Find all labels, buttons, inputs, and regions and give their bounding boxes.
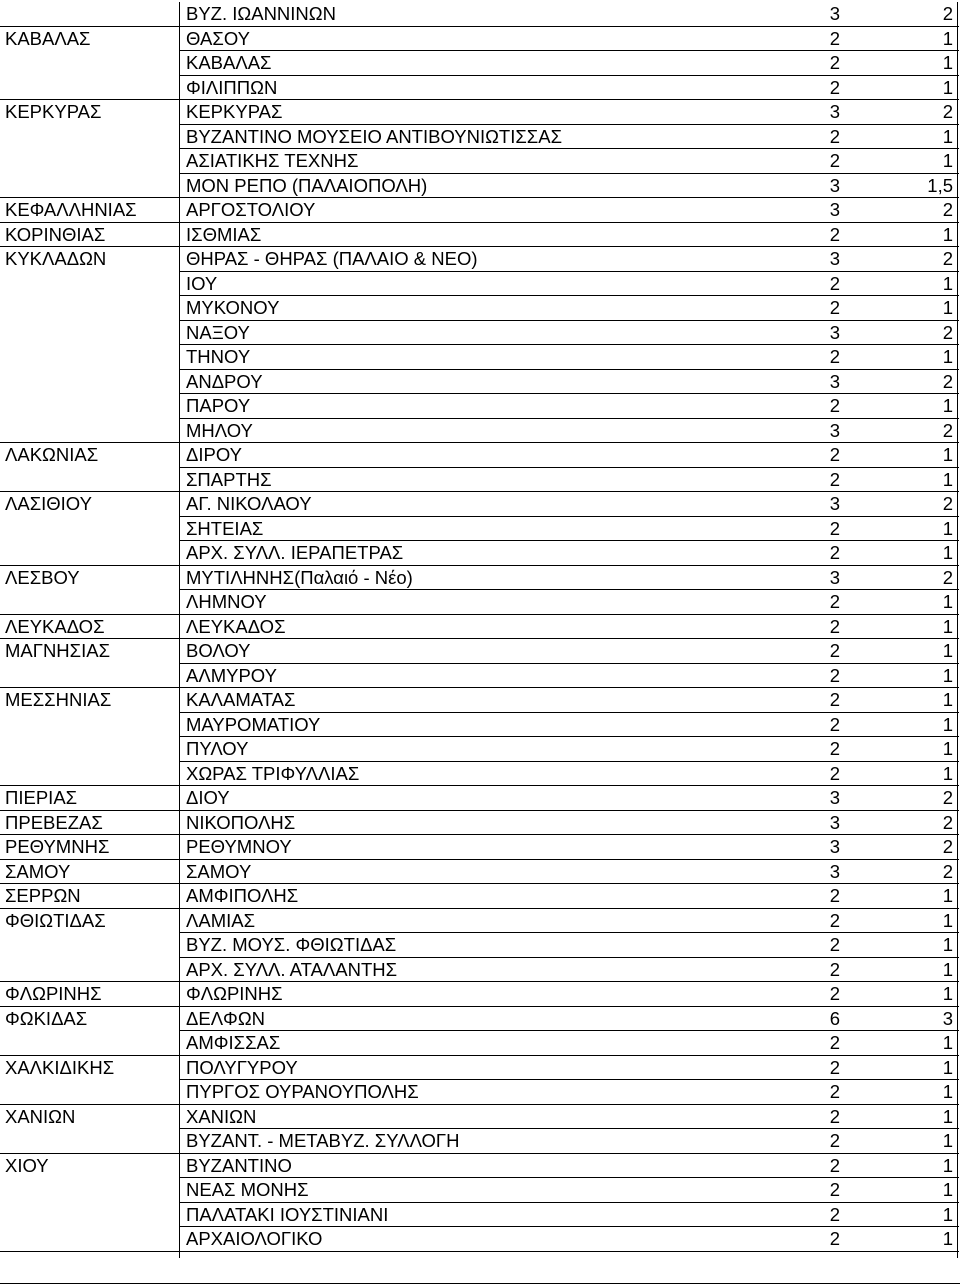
site-cell: ΠΥΛΟΥ xyxy=(186,738,249,759)
table-row xyxy=(0,1080,960,1105)
value-b-cell: 1 xyxy=(942,1105,953,1127)
site-cell: ΘΗΡΑΣ - ΘΗΡΑΣ (ΠΑΛΑΙΟ & ΝΕΟ) xyxy=(186,248,478,269)
site-cell: ΛΗΜΝΟΥ xyxy=(186,591,267,612)
table-row xyxy=(0,125,960,150)
value-a-cell: 2 xyxy=(829,689,840,710)
column-rule-site xyxy=(179,2,180,1258)
value-b-cell: 1 xyxy=(942,346,953,367)
value-a-cell: 2 xyxy=(829,1056,840,1078)
site-cell: ΒΥΖΑΝΤ. - ΜΕΤΑΒΥΖ. ΣΥΛΛΟΓΗ xyxy=(186,1130,460,1151)
table-row xyxy=(0,737,960,762)
region-cell xyxy=(5,541,175,566)
value-b-cell: 2 xyxy=(942,419,953,441)
value-b-cell: 1 xyxy=(942,934,953,955)
site-cell: ΦΙΛΙΠΠΩΝ xyxy=(186,76,278,98)
region-cell: ΡΕΘΥΜΝΗΣ xyxy=(5,836,110,857)
value-b-cell: 1 xyxy=(942,1154,953,1176)
region-cell xyxy=(5,1227,175,1252)
site-cell: ΠΟΛΥΓΥΡΟΥ xyxy=(186,1056,298,1078)
data-table xyxy=(0,2,960,1252)
region-cell: ΠΙΕΡΙΑΣ xyxy=(5,787,78,808)
site-cell: ΑΓ. ΝΙΚΟΛΑΟΥ xyxy=(186,493,312,514)
value-a-cell: 2 xyxy=(829,468,840,490)
table-row xyxy=(0,566,960,591)
value-b-cell: 2 xyxy=(942,248,953,269)
table-row xyxy=(0,517,960,542)
value-a-cell: 2 xyxy=(829,713,840,735)
region-cell: ΜΑΓΝΗΣΙΑΣ xyxy=(5,640,111,661)
value-b-cell: 1 xyxy=(942,713,953,735)
value-b-cell: 1,5 xyxy=(927,174,953,196)
table-row xyxy=(0,884,960,909)
value-a-cell: 2 xyxy=(829,125,840,147)
site-cell: ΒΥΖΑΝΤΙΝΟ xyxy=(186,1154,292,1176)
site-cell: ΑΡΧ. ΣΥΛΛ. ΑΤΑΛΑΝΤΗΣ xyxy=(186,958,398,980)
region-cell xyxy=(5,51,175,76)
table-row xyxy=(0,664,960,689)
table-row xyxy=(0,149,960,174)
site-cell: ΜΥΚΟΝΟΥ xyxy=(186,297,280,318)
table-row xyxy=(0,933,960,958)
region-cell xyxy=(5,590,175,615)
value-b-cell: 1 xyxy=(942,223,953,245)
value-b-cell: 2 xyxy=(942,493,953,514)
site-cell: ΑΡΧ. ΣΥΛΛ. ΙΕΡΑΠΕΤΡΑΣ xyxy=(186,542,404,563)
region-cell xyxy=(5,149,175,174)
value-b-cell: 1 xyxy=(942,76,953,98)
site-cell: ΣΠΑΡΤΗΣ xyxy=(186,468,272,490)
value-a-cell: 2 xyxy=(829,1032,840,1053)
site-cell: ΜΟΝ ΡΕΠΟ (ΠΑΛΑΙΟΠΟΛΗ) xyxy=(186,174,428,196)
region-cell xyxy=(5,394,175,419)
table-row xyxy=(0,321,960,346)
value-a-cell: 3 xyxy=(829,321,840,343)
site-cell: ΑΡΓΟΣΤΟΛΙΟΥ xyxy=(186,199,316,220)
value-b-cell: 2 xyxy=(942,836,953,857)
value-b-cell: 3 xyxy=(942,1007,953,1029)
site-cell: ΔΕΛΦΩΝ xyxy=(186,1007,266,1029)
region-cell: ΚΕΡΚΥΡΑΣ xyxy=(5,101,102,122)
value-a-cell: 2 xyxy=(829,1105,840,1127)
site-cell: ΣΑΜΟΥ xyxy=(186,860,252,882)
region-cell xyxy=(5,713,175,738)
value-b-cell: 1 xyxy=(942,1081,953,1102)
value-b-cell: 1 xyxy=(942,689,953,710)
site-cell: ΜΑΥΡΟΜΑΤΙΟΥ xyxy=(186,713,321,735)
site-cell: ΒΥΖ. ΜΟΥΣ. ΦΘΙΩΤΙΔΑΣ xyxy=(186,934,397,955)
value-b-cell: 2 xyxy=(942,860,953,882)
region-cell xyxy=(5,370,175,395)
table-row xyxy=(0,1154,960,1179)
value-a-cell: 3 xyxy=(829,199,840,220)
table-row xyxy=(0,492,960,517)
value-b-cell: 1 xyxy=(942,52,953,73)
site-cell: ΔΙΟΥ xyxy=(186,787,230,808)
table-row xyxy=(0,615,960,640)
region-cell xyxy=(5,345,175,370)
value-a-cell: 2 xyxy=(829,1203,840,1225)
table-row xyxy=(0,1007,960,1032)
value-a-cell: 3 xyxy=(829,836,840,857)
site-cell: ΑΛΜΥΡΟΥ xyxy=(186,664,277,686)
value-b-cell: 2 xyxy=(942,321,953,343)
table-bottom-rule xyxy=(0,1283,960,1284)
site-cell: ΔΙΡΟΥ xyxy=(186,444,242,465)
region-cell xyxy=(5,958,175,983)
region-cell xyxy=(5,1178,175,1203)
row-divider xyxy=(179,1251,959,1252)
value-b-cell: 1 xyxy=(942,983,953,1004)
table-row xyxy=(0,639,960,664)
site-cell: ΣΗΤΕΙΑΣ xyxy=(186,517,264,539)
region-cell xyxy=(5,737,175,762)
value-a-cell: 3 xyxy=(829,248,840,269)
value-a-cell: 2 xyxy=(829,1154,840,1176)
table-row xyxy=(0,982,960,1007)
site-cell: ΡΕΘΥΜΝΟΥ xyxy=(186,836,292,857)
value-a-cell: 2 xyxy=(829,1081,840,1102)
site-cell: ΛΑΜΙΑΣ xyxy=(186,909,256,931)
table-row xyxy=(0,590,960,615)
value-b-cell: 2 xyxy=(942,370,953,392)
table-row xyxy=(0,272,960,297)
site-cell: ΦΛΩΡΙΝΗΣ xyxy=(186,983,283,1004)
region-cell: ΧΑΝΙΩΝ xyxy=(5,1105,76,1127)
value-b-cell: 1 xyxy=(942,1130,953,1151)
region-cell: ΚΥΚΛΑΔΩΝ xyxy=(5,248,107,269)
region-cell: ΧΙΟΥ xyxy=(5,1154,49,1176)
value-a-cell: 2 xyxy=(829,272,840,294)
table-row xyxy=(0,1105,960,1130)
table-row xyxy=(0,198,960,223)
value-a-cell: 2 xyxy=(829,762,840,784)
table-row xyxy=(0,762,960,787)
value-a-cell: 3 xyxy=(829,419,840,441)
value-a-cell: 3 xyxy=(829,3,840,24)
site-cell: ΒΥΖΑΝΤΙΝΟ ΜΟΥΣΕΙΟ ΑΝΤΙΒΟΥΝΙΩΤΙΣΣΑΣ xyxy=(186,125,563,147)
table-row xyxy=(0,1178,960,1203)
value-b-cell: 1 xyxy=(942,1056,953,1078)
table-row xyxy=(0,1031,960,1056)
region-cell: ΣΕΡΡΩΝ xyxy=(5,885,81,906)
site-cell: ΝΙΚΟΠΟΛΗΣ xyxy=(186,811,296,833)
value-a-cell: 6 xyxy=(829,1007,840,1029)
region-cell xyxy=(5,321,175,346)
value-a-cell: 2 xyxy=(829,542,840,563)
value-b-cell: 1 xyxy=(942,958,953,980)
site-cell: ΤΗΝΟΥ xyxy=(186,346,251,367)
value-a-cell: 2 xyxy=(829,1179,840,1200)
region-cell: ΚΕΦΑΛΛΗΝΙΑΣ xyxy=(5,199,137,220)
table-row xyxy=(0,786,960,811)
region-cell: ΦΘΙΩΤΙΔΑΣ xyxy=(5,909,106,931)
value-a-cell: 2 xyxy=(829,1130,840,1151)
site-cell: ΙΟΥ xyxy=(186,272,218,294)
value-b-cell: 1 xyxy=(942,395,953,416)
value-a-cell: 2 xyxy=(829,909,840,931)
table-row xyxy=(0,419,960,444)
column-rule-right xyxy=(957,2,958,1258)
region-cell xyxy=(5,517,175,542)
value-a-cell: 2 xyxy=(829,223,840,245)
site-cell: ΧΑΝΙΩΝ xyxy=(186,1105,257,1127)
value-b-cell: 1 xyxy=(942,664,953,686)
table-row xyxy=(0,688,960,713)
value-a-cell: 2 xyxy=(829,346,840,367)
value-b-cell: 2 xyxy=(942,566,953,588)
region-cell: ΣΑΜΟΥ xyxy=(5,860,71,882)
site-cell: ΑΜΦΙΣΣΑΣ xyxy=(186,1032,281,1053)
value-a-cell: 3 xyxy=(829,493,840,514)
table-row xyxy=(0,835,960,860)
value-a-cell: 3 xyxy=(829,787,840,808)
value-b-cell: 2 xyxy=(942,199,953,220)
value-b-cell: 1 xyxy=(942,1032,953,1053)
value-a-cell: 3 xyxy=(829,174,840,196)
value-b-cell: 1 xyxy=(942,591,953,612)
site-cell: ΠΑΛΑΤΑΚΙ ΙΟΥΣΤΙΝΙΑΝΙ xyxy=(186,1203,389,1225)
value-a-cell: 2 xyxy=(829,395,840,416)
region-cell xyxy=(5,76,175,101)
site-cell: ΝΕΑΣ ΜΟΝΗΣ xyxy=(186,1179,309,1200)
region-cell xyxy=(5,1080,175,1105)
region-cell xyxy=(5,1129,175,1154)
value-b-cell: 1 xyxy=(942,909,953,931)
value-b-cell: 1 xyxy=(942,542,953,563)
region-cell: ΛΕΣΒΟΥ xyxy=(5,566,80,588)
site-cell: ΛΕΥΚΑΔΟΣ xyxy=(186,615,286,637)
site-cell: ΑΜΦΙΠΟΛΗΣ xyxy=(186,885,299,906)
table-row xyxy=(0,296,960,321)
region-cell: ΦΩΚΙΔΑΣ xyxy=(5,1007,88,1029)
table-row xyxy=(0,76,960,101)
value-b-cell: 1 xyxy=(942,297,953,318)
value-b-cell: 1 xyxy=(942,1228,953,1249)
value-b-cell: 1 xyxy=(942,150,953,171)
region-cell xyxy=(5,2,175,27)
value-b-cell: 1 xyxy=(942,272,953,294)
value-a-cell: 2 xyxy=(829,1228,840,1249)
value-a-cell: 2 xyxy=(829,983,840,1004)
value-b-cell: 1 xyxy=(942,468,953,490)
value-b-cell: 1 xyxy=(942,444,953,465)
value-a-cell: 2 xyxy=(829,27,840,49)
value-b-cell: 1 xyxy=(942,738,953,759)
region-cell: ΜΕΣΣΗΝΙΑΣ xyxy=(5,689,112,710)
region-cell xyxy=(5,762,175,787)
value-a-cell: 2 xyxy=(829,591,840,612)
value-b-cell: 1 xyxy=(942,640,953,661)
value-a-cell: 3 xyxy=(829,860,840,882)
table-row xyxy=(0,860,960,885)
value-a-cell: 2 xyxy=(829,517,840,539)
site-cell: ΜΗΛΟΥ xyxy=(186,419,253,441)
site-cell: ΙΣΘΜΙΑΣ xyxy=(186,223,262,245)
table-row xyxy=(0,2,960,27)
region-cell xyxy=(5,419,175,444)
site-cell: ΜΥΤΙΛΗΝΗΣ(Παλαιό - Νέο) xyxy=(186,566,413,588)
value-a-cell: 2 xyxy=(829,738,840,759)
table-row xyxy=(0,1056,960,1081)
site-cell: ΑΣΙΑΤΙΚΗΣ ΤΕΧΝΗΣ xyxy=(186,150,359,171)
table-row xyxy=(0,394,960,419)
value-a-cell: 2 xyxy=(829,76,840,98)
site-cell: ΘΑΣΟΥ xyxy=(186,27,250,49)
value-b-cell: 1 xyxy=(942,615,953,637)
region-cell xyxy=(5,933,175,958)
table-row xyxy=(0,541,960,566)
value-a-cell: 2 xyxy=(829,444,840,465)
table-row xyxy=(0,174,960,199)
region-cell xyxy=(5,125,175,150)
site-cell: ΚΕΡΚΥΡΑΣ xyxy=(186,101,283,122)
region-cell: ΛΑΣΙΘΙΟΥ xyxy=(5,493,92,514)
table-row xyxy=(0,909,960,934)
table-row xyxy=(0,247,960,272)
table-row xyxy=(0,51,960,76)
region-cell: ΛΕΥΚΑΔΟΣ xyxy=(5,615,105,637)
region-cell: ΧΑΛΚΙΔΙΚΗΣ xyxy=(5,1056,115,1078)
site-cell: ΠΥΡΓΟΣ ΟΥΡΑΝΟΥΠΟΛΗΣ xyxy=(186,1081,419,1102)
site-cell: ΒΟΛΟΥ xyxy=(186,640,251,661)
site-cell: ΧΩΡΑΣ ΤΡΙΦΥΛΛΙΑΣ xyxy=(186,762,360,784)
site-cell: ΚΑΒΑΛΑΣ xyxy=(186,52,272,73)
region-cell xyxy=(5,468,175,493)
table-row xyxy=(0,1203,960,1228)
table-row xyxy=(0,100,960,125)
value-a-cell: 3 xyxy=(829,101,840,122)
value-b-cell: 2 xyxy=(942,101,953,122)
value-a-cell: 2 xyxy=(829,640,840,661)
site-cell: ΑΝΔΡΟΥ xyxy=(186,370,263,392)
table-row xyxy=(0,27,960,52)
value-a-cell: 2 xyxy=(829,958,840,980)
region-cell: ΚΟΡΙΝΘΙΑΣ xyxy=(5,223,106,245)
value-a-cell: 2 xyxy=(829,934,840,955)
value-b-cell: 2 xyxy=(942,787,953,808)
region-cell xyxy=(5,296,175,321)
value-b-cell: 2 xyxy=(942,811,953,833)
value-b-cell: 1 xyxy=(942,125,953,147)
region-cell xyxy=(5,174,175,199)
region-cell xyxy=(5,1203,175,1228)
table-row xyxy=(0,1129,960,1154)
region-cell xyxy=(5,272,175,297)
site-cell: ΑΡΧΑΙΟΛΟΓΙΚΟ xyxy=(186,1228,323,1249)
table-row xyxy=(0,370,960,395)
value-a-cell: 3 xyxy=(829,370,840,392)
value-a-cell: 2 xyxy=(829,297,840,318)
region-cell xyxy=(5,1031,175,1056)
table-row xyxy=(0,958,960,983)
region-cell: ΦΛΩΡΙΝΗΣ xyxy=(5,983,102,1004)
value-b-cell: 1 xyxy=(942,885,953,906)
value-b-cell: 1 xyxy=(942,1203,953,1225)
value-b-cell: 1 xyxy=(942,517,953,539)
site-cell: ΒΥΖ. ΙΩΑΝΝΙΝΩΝ xyxy=(186,3,336,24)
region-cell: ΛΑΚΩΝΙΑΣ xyxy=(5,444,99,465)
value-a-cell: 3 xyxy=(829,811,840,833)
value-b-cell: 1 xyxy=(942,27,953,49)
value-a-cell: 2 xyxy=(829,150,840,171)
value-a-cell: 2 xyxy=(829,615,840,637)
table-row xyxy=(0,1227,960,1252)
table-row xyxy=(0,468,960,493)
table-row xyxy=(0,713,960,738)
value-a-cell: 3 xyxy=(829,566,840,588)
region-cell: ΠΡΕΒΕΖΑΣ xyxy=(5,811,103,833)
value-b-cell: 1 xyxy=(942,762,953,784)
region-cell: ΚΑΒΑΛΑΣ xyxy=(5,27,91,49)
table-row xyxy=(0,811,960,836)
value-a-cell: 2 xyxy=(829,52,840,73)
site-cell: ΠΑΡΟΥ xyxy=(186,395,251,416)
region-cell xyxy=(5,664,175,689)
table-row xyxy=(0,223,960,248)
value-b-cell: 1 xyxy=(942,1179,953,1200)
table-row xyxy=(0,443,960,468)
region-divider xyxy=(0,1251,179,1252)
table-row xyxy=(0,345,960,370)
value-a-cell: 2 xyxy=(829,885,840,906)
site-cell: ΝΑΞΟΥ xyxy=(186,321,250,343)
value-a-cell: 2 xyxy=(829,664,840,686)
site-cell: ΚΑΛΑΜΑΤΑΣ xyxy=(186,689,296,710)
value-b-cell: 2 xyxy=(942,3,953,24)
